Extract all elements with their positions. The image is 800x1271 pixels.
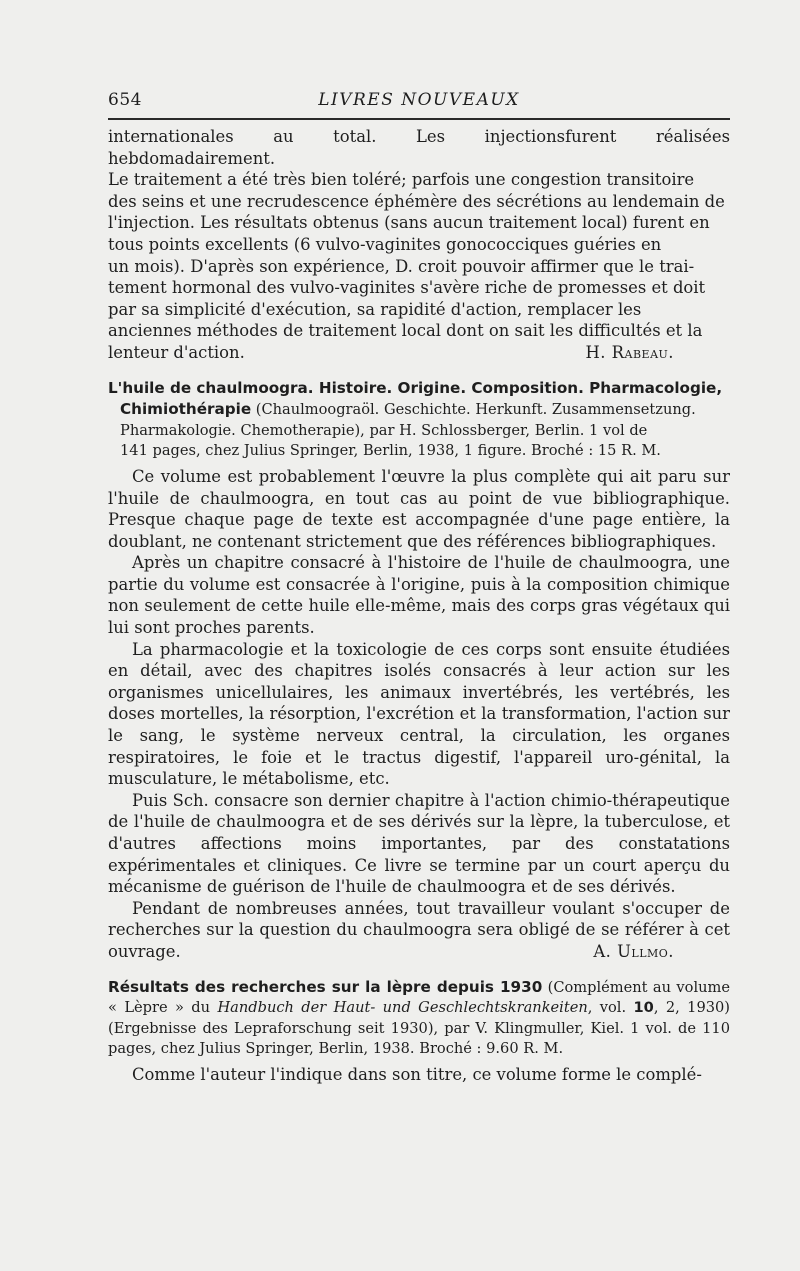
header-rule bbox=[108, 118, 730, 120]
book-reference bbox=[108, 977, 730, 1060]
volume-number: 10 bbox=[633, 999, 654, 1017]
book-reference-text: , 2, 1930) (Ergebnisse des Lepraforschung seit 1930), par V. Klingmuller, Kiel. 1 vol. de 110 pages, chez Julius Springer, Berlin, 1938. Broché : 9.60 R. M. bbox=[108, 999, 730, 1058]
signature-line bbox=[108, 342, 730, 364]
paragraph: Après un chapitre consacré à l'histoire de l'huile de chaulmoogra, une partie du volume est consacrée à l'origine, puis à la composition chimique non seulement de cette huile elle-même, mais des corps gras végétaux qui lui sont proches parents. bbox=[108, 553, 730, 638]
page-header bbox=[108, 86, 730, 116]
reviewer-signature: A. Ullmo. bbox=[593, 941, 674, 961]
text-line: tous points excellents (6 vulvo-vaginites gonococciques guéries en bbox=[108, 234, 662, 254]
review-title: Résultats des recherches sur la lèpre depuis 1930 bbox=[108, 977, 543, 996]
page bbox=[108, 86, 730, 1086]
paragraph bbox=[108, 898, 730, 963]
paragraph: Puis Sch. consacre son dernier chapitre à l'action chimio-thérapeutique de l'huile de chaulmoogra et de ses dérivés sur la lèpre, la tuberculose, et d'autres affections moins importantes, par des constatations expérimentales et cliniques. Ce livre se termine par un court aperçu du mécanisme de guérison de l'huile de chaulmoogra et de ses dérivés. bbox=[108, 790, 730, 897]
page-number: 654 bbox=[108, 90, 142, 110]
book-reference-line: Pharmakologie. Chemotherapie), par H. Schlossberger, Berlin. 1 vol de bbox=[120, 421, 648, 439]
paragraph: Comme l'auteur l'indique dans son titre, ce volume forme le complé- bbox=[132, 1064, 702, 1084]
review-title: L'huile de chaulmoogra. Histoire. Origine. Composition. Pharmacologie, bbox=[108, 378, 723, 397]
book-reference bbox=[108, 399, 730, 421]
text-line: par sa simplicité d'exécution, sa rapidité d'action, remplacer les bbox=[108, 299, 642, 319]
text-line: l'injection. Les résultats obtenus (sans aucun traitement local) furent en bbox=[108, 213, 710, 233]
paragraph-text: Pendant de nombreuses années, tout travailleur voulant s'occuper de recherches sur la question du chaulmoogra sera obligé de se référer à cet ouvrage. bbox=[108, 898, 730, 961]
text-line: Le traitement a été très bien toléré; parfois une congestion transitoire bbox=[108, 170, 695, 190]
book-reference-text: (Chaulmoograöl. Geschichte. Herkunft. Zusammensetzung. bbox=[251, 401, 696, 419]
review-continued bbox=[108, 126, 730, 364]
book-reference-line: 141 pages, chez Julius Springer, Berlin, 1938, 1 figure. Broché : 15 R. M. bbox=[120, 442, 661, 460]
book-reference-text: (Complément au volume « Lèpre » du bbox=[108, 978, 730, 1017]
book-reference-text: , vol. bbox=[587, 999, 634, 1017]
paragraph: Ce volume est probablement l'œuvre la plus complète qui ait paru sur l'huile de chaulmoogra, en tout cas au point de vue bibliographique. Presque chaque page de texte est accompagnée d'une page entière, la doublant, ne contenant strictement que des références bibliographiques. bbox=[108, 466, 730, 551]
reviewer-signature: H. Rabeau. bbox=[585, 342, 674, 362]
text-line: anciennes méthodes de traitement local dont on sait les difficultés et la bbox=[108, 321, 703, 341]
review-lepre bbox=[108, 977, 730, 1086]
text-line: tement hormonal des vulvo-vaginites s'avère riche de promesses et doit bbox=[108, 278, 706, 298]
text-line: internationales au total. Les injectionsfurent réalisées hebdomadairement. bbox=[108, 127, 730, 168]
paragraph: La pharmacologie et la toxicologie de ces corps sont ensuite étudiées en détail, avec des chapitres isolés consacrés à leur action sur les organismes unicellulaires, les animaux invertébrés, les vertébrés, les doses mortelles, la résorption, l'excrétion et la transformation, l'action sur le sang, le système nerveux central, la circulation, les organes respiratoires, le foie et le tractus digestif, l'appareil uro-génital, la musculature, le métabolisme, etc. bbox=[108, 639, 730, 789]
running-title: LIVRES NOUVEAUX bbox=[318, 90, 520, 110]
text-line: lenteur d'action. bbox=[108, 342, 245, 362]
text-line: un mois). D'après son expérience, D. croit pouvoir affirmer que le trai- bbox=[108, 256, 695, 276]
review-title-cont: Chimiothérapie bbox=[120, 400, 252, 419]
review-chaulmoogra bbox=[108, 378, 730, 963]
book-series-title: Handbuch der Haut- und Geschlechtskrankeiten bbox=[217, 999, 588, 1017]
text-line: des seins et une recrudescence éphémère des sécrétions au lendemain de bbox=[108, 191, 725, 211]
